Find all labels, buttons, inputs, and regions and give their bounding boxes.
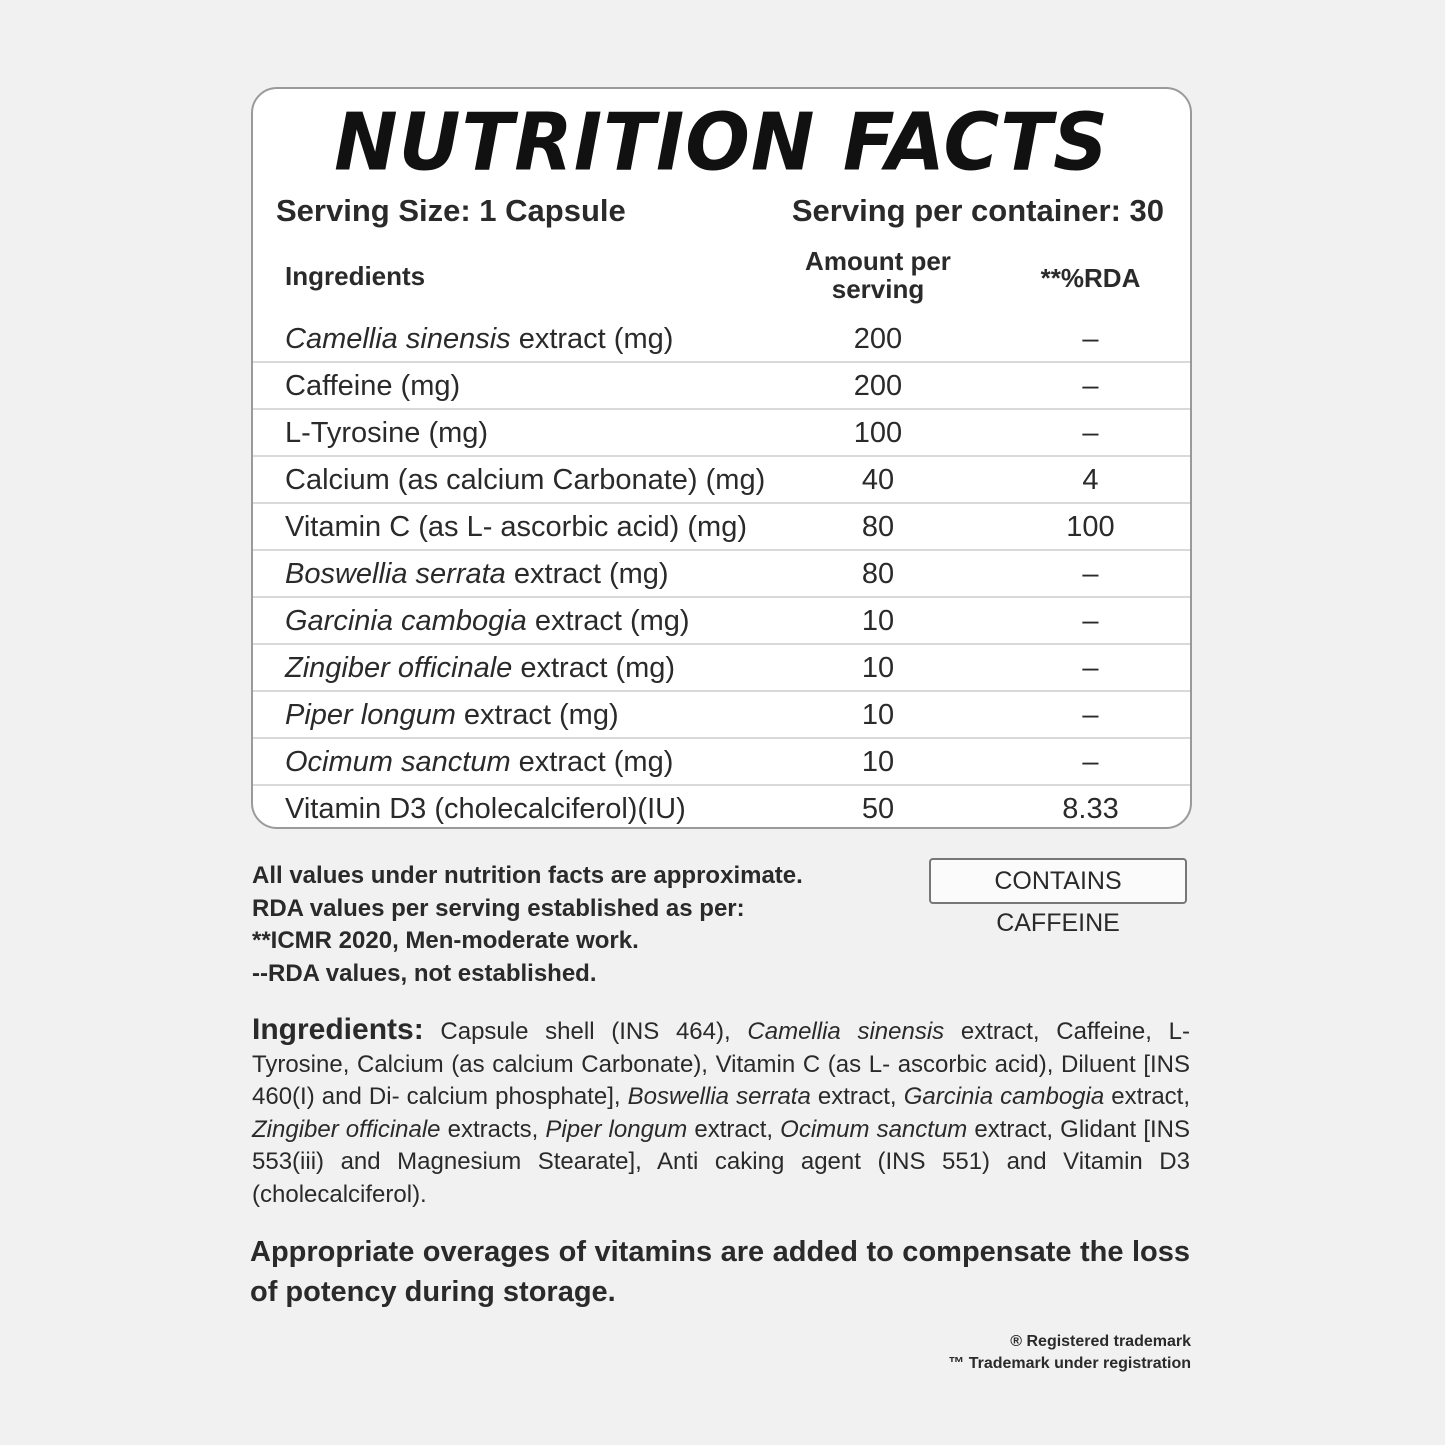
ingredient-name: L-Tyrosine (mg) (285, 417, 489, 449)
ingredient-name: Caffeine (mg) (285, 370, 461, 402)
ingredient-amount: 200 (853, 370, 903, 402)
ingredient-name: Boswellia serrata extract (mg) (285, 558, 669, 590)
ingredient-name: Vitamin C (as L- ascorbic acid) (mg) (285, 511, 747, 543)
ingredient-name: Calcium (as calcium Carbonate) (mg) (285, 464, 766, 496)
header-amount (793, 247, 963, 303)
nutrition-table (253, 316, 1190, 829)
ingredient-rda: 4 (1082, 464, 1099, 496)
trademark-registration-note: ™ Trademark under registration (948, 1355, 1191, 1372)
ingredient-rda: – (1082, 558, 1099, 590)
table-row (253, 316, 1190, 363)
ingredient-amount: 10 (861, 605, 895, 637)
ingredient-name: Zingiber officinale extract (mg) (285, 652, 676, 684)
table-row (253, 457, 1190, 504)
ingredient-name: Piper longum extract (mg) (285, 699, 619, 731)
header-rda: **%RDA (1040, 263, 1141, 293)
ingredients-label: Ingredients: (252, 1013, 424, 1046)
table-row (253, 645, 1190, 692)
ingredient-amount: 10 (861, 746, 895, 778)
ingredient-rda: – (1082, 746, 1099, 778)
ingredient-amount: 80 (861, 558, 895, 590)
header-amount-line2: serving (831, 274, 925, 304)
table-row (253, 410, 1190, 457)
nutrition-facts-title: NUTRITION FACTS (334, 94, 1109, 189)
header-ingredients: Ingredients (285, 261, 426, 291)
table-row (253, 504, 1190, 551)
ingredient-rda: – (1082, 370, 1099, 402)
ingredient-rda: 100 (1066, 511, 1115, 543)
table-row (253, 363, 1190, 410)
serving-size: Serving Size: 1 Capsule (276, 193, 626, 228)
footnote-line: --RDA values, not established. (252, 959, 597, 987)
contains-caffeine-badge: CONTAINS CAFFEINE (929, 858, 1187, 904)
ingredient-amount: 50 (861, 793, 895, 825)
ingredient-name: Ocimum sanctum extract (mg) (285, 746, 674, 778)
ingredient-rda: – (1082, 605, 1099, 637)
ingredient-amount: 10 (861, 652, 895, 684)
table-row (253, 786, 1190, 829)
ingredient-rda: – (1082, 417, 1099, 449)
ingredient-amount: 80 (861, 511, 895, 543)
registered-trademark-note: ® Registered trademark (1010, 1333, 1191, 1350)
table-row (253, 739, 1190, 786)
ingredient-rda: – (1082, 323, 1099, 355)
footnote-line: All values under nutrition facts are approximate. (252, 862, 803, 889)
table-row (253, 692, 1190, 739)
table-row (253, 551, 1190, 598)
ingredient-amount: 40 (861, 464, 895, 496)
header-amount-line1: Amount per (805, 246, 951, 276)
ingredient-amount: 200 (853, 323, 903, 355)
footnote-line: **ICMR 2020, Men-moderate work. (252, 927, 639, 954)
ingredient-amount: 10 (861, 699, 895, 731)
ingredient-amount: 100 (853, 417, 903, 449)
ingredient-rda: 8.33 (1062, 793, 1119, 825)
trademark-notes (948, 1331, 1191, 1375)
table-row (253, 598, 1190, 645)
servings-per-container: Serving per container: 30 (791, 193, 1164, 228)
ingredient-rda: – (1082, 699, 1099, 731)
ingredient-rda: – (1082, 652, 1099, 684)
footnotes (252, 860, 803, 990)
ingredients-paragraph: Ingredients: Capsule shell (INS 464), Camellia sinensis extract, Caffeine, L-Tyrosine, Calcium (as calcium Carbonate), Vitamin C (as L- ascorbic acid), Diluent [INS 460(I) and Di- calcium phosphate], Boswellia serrata extract, Garcinia cambogia extract, Zingiber officinale extracts, Piper longum extract, Ocimum sanctum extract, Glidant [INS 553(iii) and Magnesium Stearate], Anti caking agent (INS 551) and Vitamin D3 (cholecalciferol). (252, 1013, 1190, 1208)
ingredient-name: Vitamin D3 (cholecalciferol)(IU) (285, 793, 686, 825)
ingredient-name: Garcinia cambogia extract (mg) (285, 605, 690, 637)
ingredient-name: Camellia sinensis extract (mg) (285, 323, 674, 355)
overages-statement: Appropriate overages of vitamins are added to compensate the loss of potency during storage. (250, 1236, 1190, 1308)
footnote-line: RDA values per serving established as per: (252, 894, 745, 922)
nutrition-facts-panel (251, 87, 1192, 829)
